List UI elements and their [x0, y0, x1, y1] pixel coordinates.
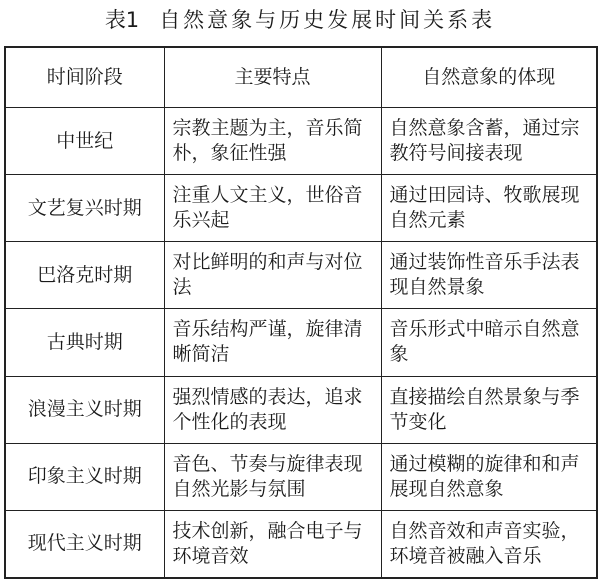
cell-imagery: 自然音效和声音实验，环境音被融入音乐: [381, 510, 597, 578]
cell-imagery: 通过装饰性音乐手法表现自然景象: [381, 242, 597, 309]
cell-imagery: 自然意象含蓄，通过宗教符号间接表现: [381, 108, 597, 175]
table-caption: [0, 4, 600, 34]
table-row: [5, 443, 597, 510]
header-imagery: 自然意象的体现: [381, 47, 597, 108]
table-number: 表1: [104, 8, 140, 32]
cell-imagery: 音乐形式中暗示自然意象: [381, 309, 597, 376]
cell-stage: 古典时期: [5, 309, 164, 376]
relationship-table: [4, 46, 598, 579]
cell-features: 宗教主题为主，音乐简朴，象征性强: [164, 108, 381, 175]
cell-stage: 浪漫主义时期: [5, 376, 164, 443]
cell-imagery: 直接描绘自然景象与季节变化: [381, 376, 597, 443]
header-period: 时间阶段: [5, 47, 164, 108]
header-features: 主要特点: [164, 47, 381, 108]
table-row: [5, 108, 597, 175]
table-row: [5, 510, 597, 578]
cell-features: 技术创新，融合电子与环境音效: [164, 510, 381, 578]
cell-stage: 文艺复兴时期: [5, 175, 164, 242]
table-row: [5, 309, 597, 376]
cell-features: 音色、节奏与旋律表现自然光影与氛围: [164, 443, 381, 510]
cell-features: 强烈情感的表达，追求个性化的表现: [164, 376, 381, 443]
table-header-row: [5, 47, 597, 108]
table-title: 自然意象与历史发展时间关系表: [159, 8, 496, 32]
cell-imagery: 通过模糊的旋律和和声展现自然意象: [381, 443, 597, 510]
cell-stage: 印象主义时期: [5, 443, 164, 510]
cell-stage: 现代主义时期: [5, 510, 164, 578]
cell-features: 音乐结构严谨，旋律清晰简洁: [164, 309, 381, 376]
table-row: [5, 242, 597, 309]
cell-imagery: 通过田园诗、牧歌展现自然元素: [381, 175, 597, 242]
table-row: [5, 376, 597, 443]
cell-features: 注重人文主义，世俗音乐兴起: [164, 175, 381, 242]
cell-features: 对比鲜明的和声与对位法: [164, 242, 381, 309]
table-row: [5, 175, 597, 242]
cell-stage: 中世纪: [5, 108, 164, 175]
cell-stage: 巴洛克时期: [5, 242, 164, 309]
